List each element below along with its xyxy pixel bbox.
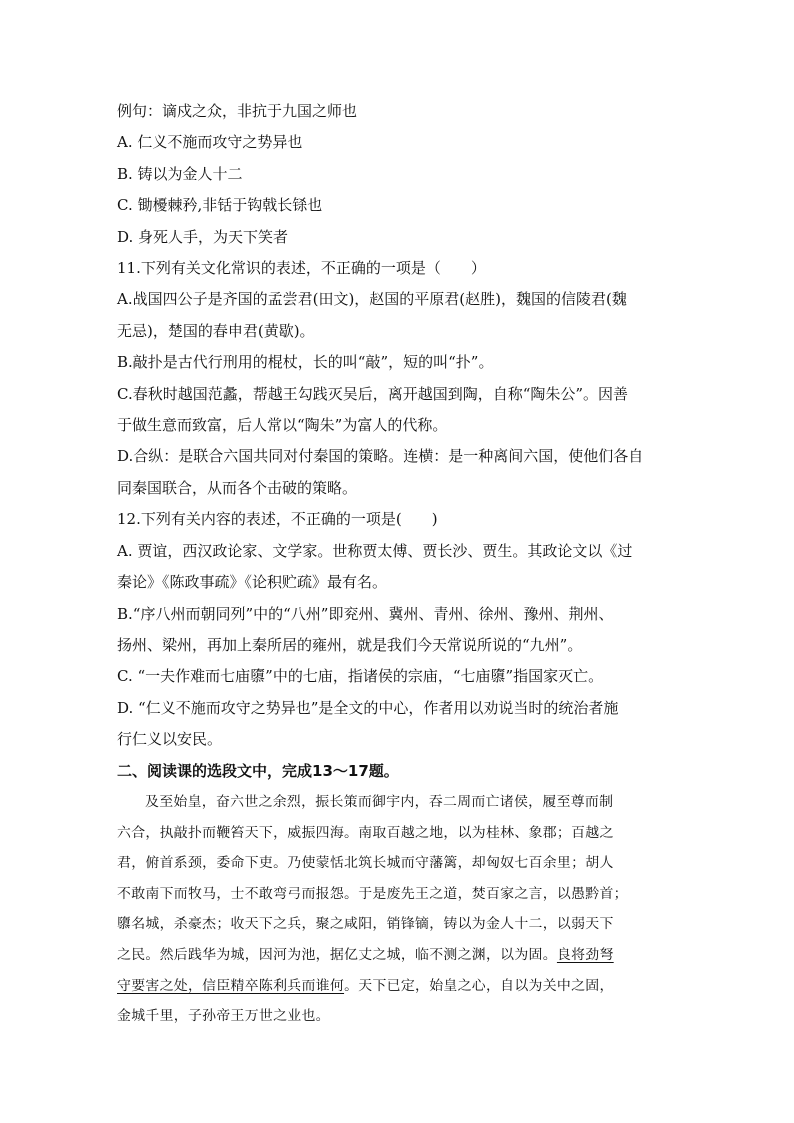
passage-text: 。天下已定，始皇之心，自以为关中之固，: [344, 977, 614, 994]
section-heading: 二、阅读课的选段文中，完成13～17题。: [117, 761, 399, 780]
passage-line: 不敢南下而牧马，士不敢弯弓而报怨。于是废先王之道，焚百家之言，以愚黔首；: [117, 885, 628, 902]
example-sentence: 例句：谪戍之众，非抗于九国之师也: [117, 102, 358, 120]
passage-line: 金城千里，子孙帝王万世之业也。: [117, 1008, 330, 1025]
q11-line: B.敲扑是古代行刑用的棍杖，长的叫“敲”，短的叫“扑”。: [117, 353, 494, 372]
passage-line: 君，俯首系颈，委命下吏。乃使蒙恬北筑长城而守藩篱，却匈奴七百余里；胡人: [117, 855, 614, 872]
q11-line: D.合纵：是联合六国共同对付秦国的策略。连横：是一种离间六国，使他们各自: [117, 447, 644, 466]
reading-passage: [117, 787, 687, 1032]
q11-stem: 11.下列有关文化常识的表述，不正确的一项是（ ）: [117, 259, 486, 278]
passage-line: [117, 971, 687, 1002]
q12-line: 扬州、梁州，再加上秦所居的雍州，就是我们今天常说所说的“九州”。: [117, 635, 583, 654]
q10-option-c: C. 锄櫌棘矜,非铦于钩戟长铩也: [117, 196, 323, 215]
q10-option-d: D. 身死人手，为天下笑者: [117, 227, 289, 246]
q10-option-b: B. 铸以为金人十二: [117, 164, 243, 183]
underlined-sentence: 守要害之处，信臣精卒陈利兵而谁何: [117, 977, 345, 994]
q11-line: 于做生意而致富，后人常以“陶朱”为富人的代称。: [117, 416, 448, 435]
passage-line: [117, 940, 687, 971]
passage-line: 及至始皇，奋六世之余烈，振长策而御宇内，吞二周而亡诸侯，履至尊而制: [145, 793, 614, 810]
q11-line: 无忌)，楚国的春申君(黄歇)。: [117, 321, 315, 340]
q12-line: B.“序八州而朝同列”中的“八州”即兖州、冀州、青州、徐州、豫州、荆州、: [117, 604, 614, 623]
passage-line: 隳名城，杀豪杰；收天下之兵，聚之咸阳，销锋镝，铸以为金人十二，以弱天下: [117, 916, 614, 933]
q12-line: A. 贾谊，西汉政论家、文学家。世称贾太傅、贾长沙、贾生。其政论文以《过: [117, 541, 633, 560]
q12-stem: 12.下列有关内容的表述，不正确的一项是( ): [117, 510, 438, 529]
passage-text: 之民。然后践华为城，因河为池，据亿丈之城，临不测之渊，以为固。: [117, 946, 557, 963]
q10-option-a: A. 仁义不施而攻守之势异也: [117, 133, 303, 152]
q12-line: 行仁义以安民。: [117, 730, 223, 749]
q11-line: 同秦国联合，从而各个击破的策略。: [117, 478, 358, 497]
q12-line: 秦论》《陈政事疏》《论积贮疏》最有名。: [117, 573, 388, 592]
q12-line: C. “一夫作难而七庙隳”中的七庙，指诸侯的宗庙，“七庙隳”指国家灭亡。: [117, 667, 604, 686]
q11-line: A.战国四公子是齐国的孟尝君(田文)，赵国的平原君(赵胜)，魏国的信陵君(魏: [117, 290, 627, 309]
passage-line: 六合，执敲扑而鞭笞天下，威振四海。南取百越之地，以为桂林、象郡；百越之: [117, 824, 614, 841]
q11-line: C.春秋时越国范蠡，帮越王勾践灭吴后，离开越国到陶，自称“陶朱公”。因善: [117, 384, 629, 403]
q12-line: D. “仁义不施而攻守之势异也”是全文的中心，作者用以劝说当时的统治者施: [117, 698, 619, 717]
document-page: [117, 96, 687, 1032]
underlined-sentence: 良将劲弩: [556, 946, 614, 963]
